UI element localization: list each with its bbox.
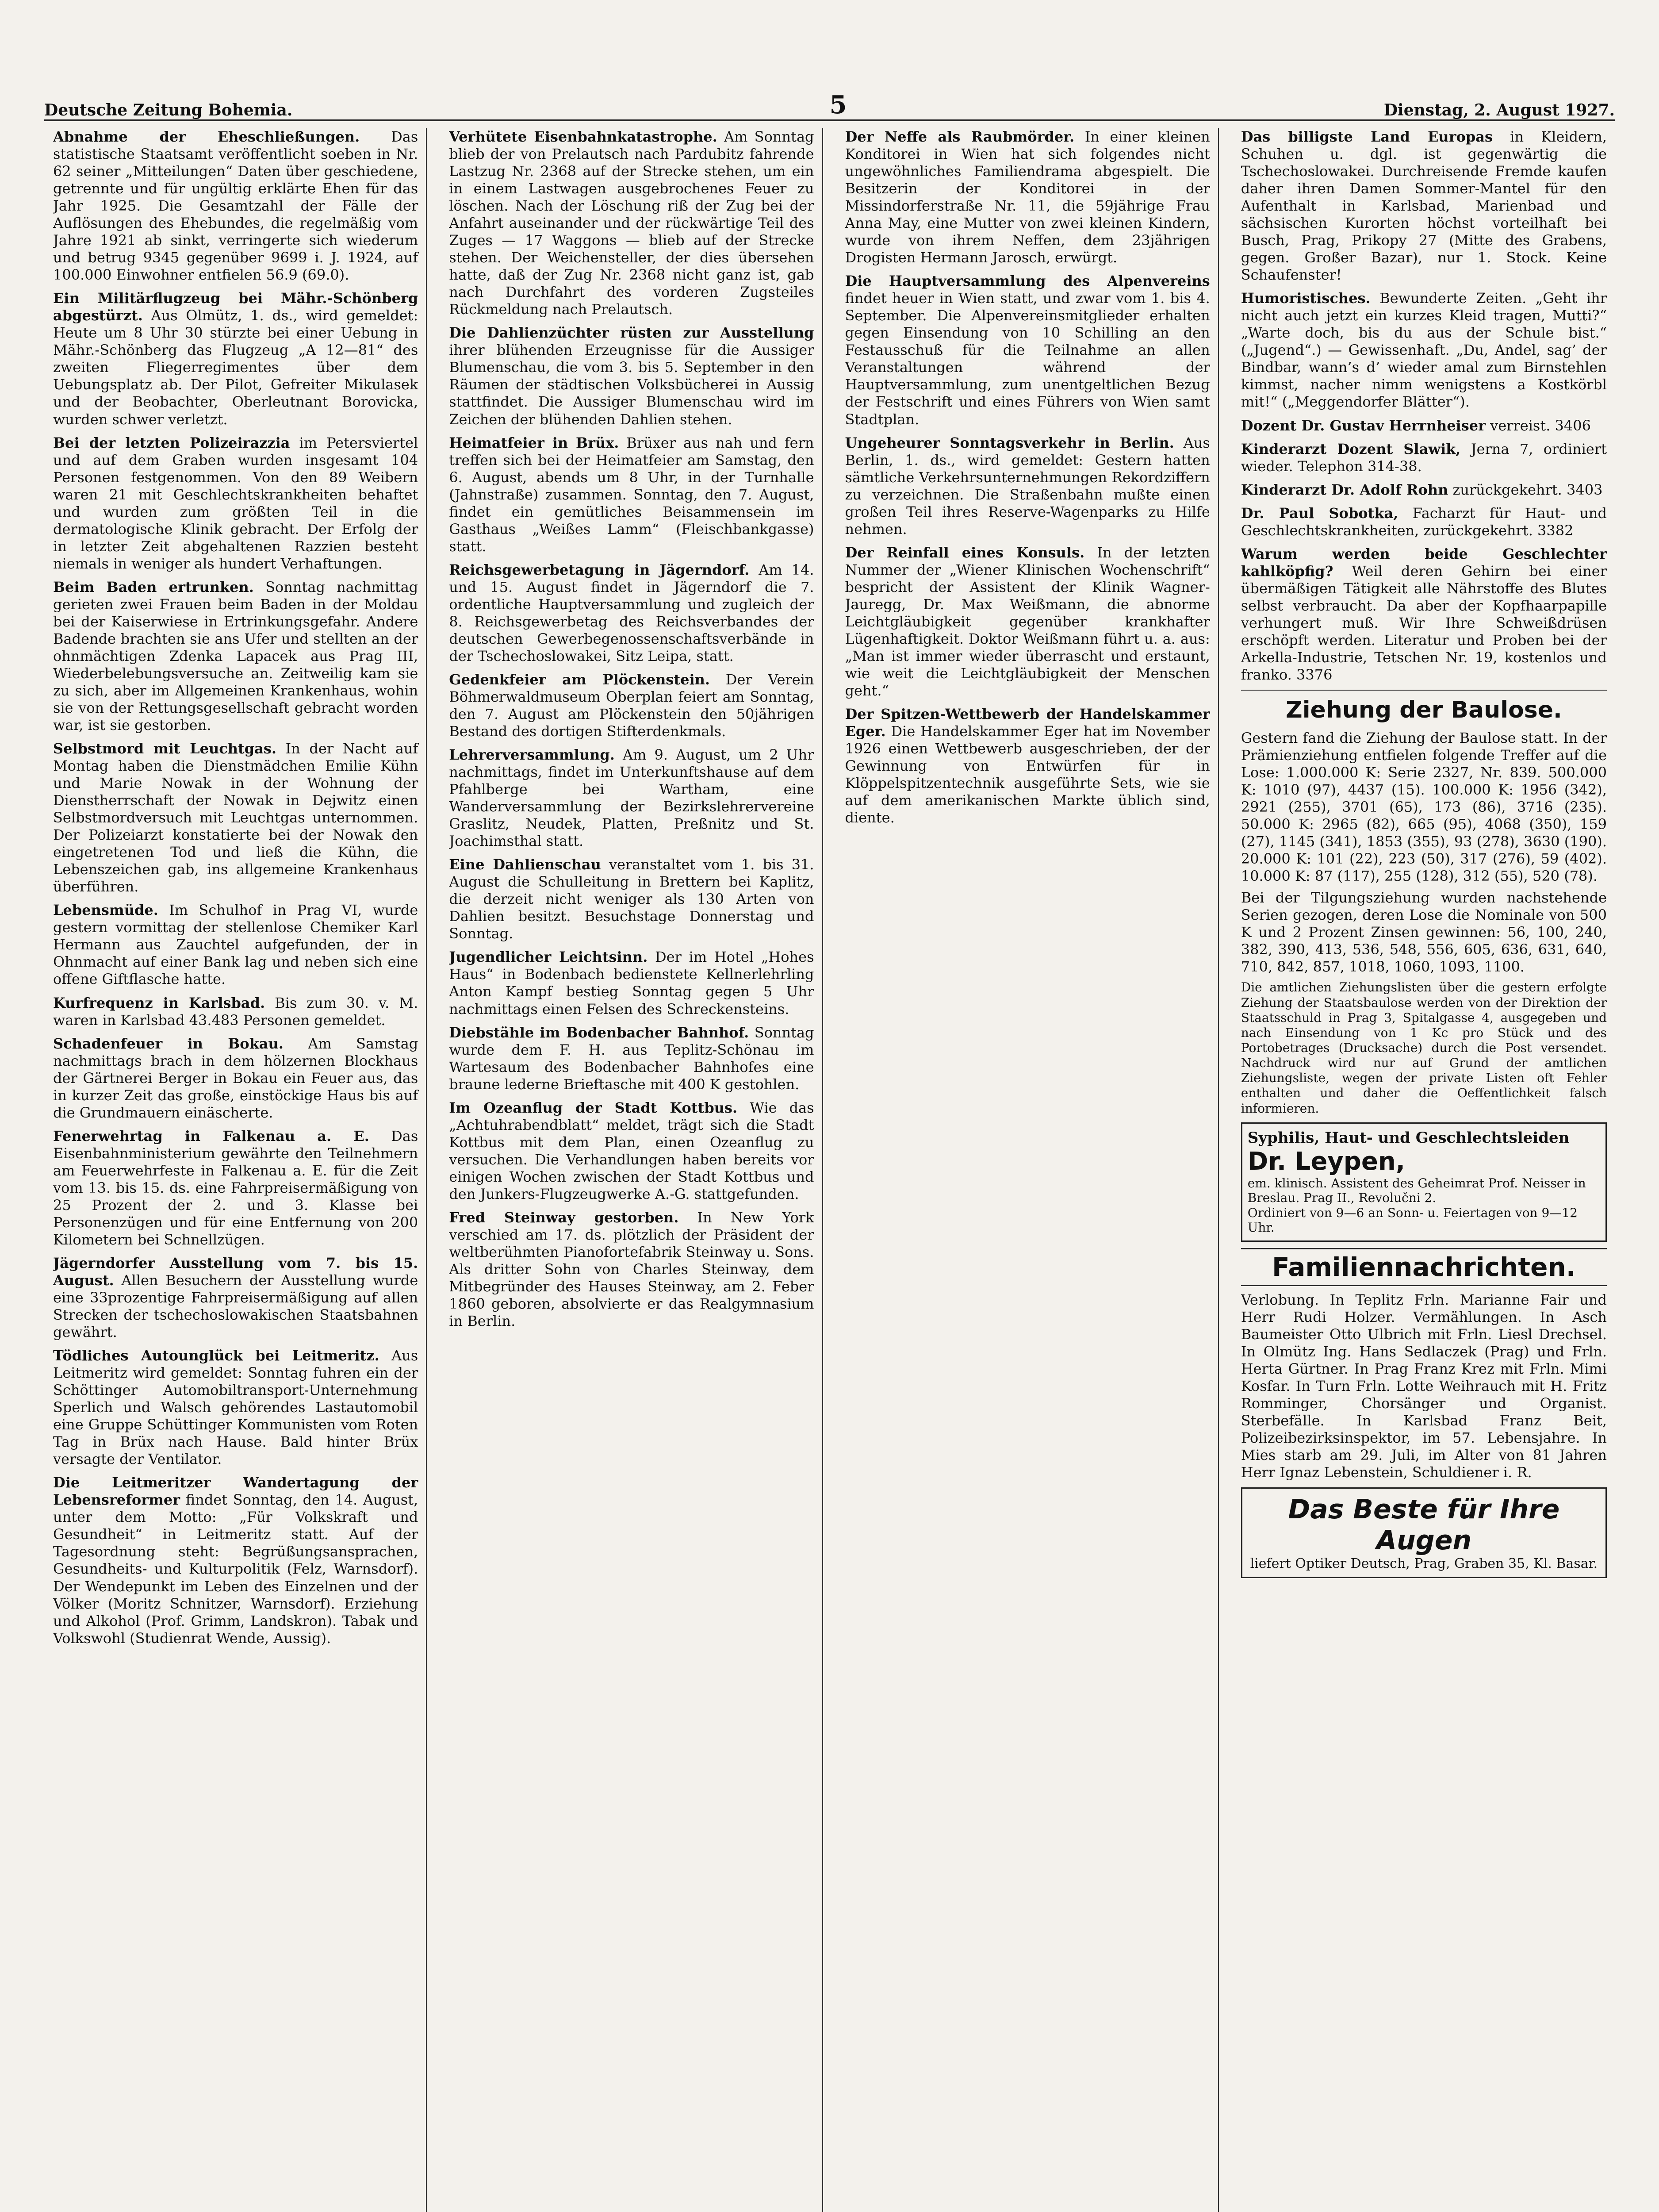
article-body: Aus Leitmeritz wird gemeldet: Sonntag fuhren ein der Schöttinger Automobiltransport-Unternehmung Sperlich und Walsch gehörendes Lastautomobil eine Gruppe Schüttinger Kommunisten vom Roten Tag in Brüx nach Hause. Bald hinter Brüx versagte der Ventilator.: [53, 1347, 418, 1468]
article: [449, 561, 814, 665]
article-body: In einer kleinen Konditorei in Wien hat sich folgendes nicht ungewöhnliches Familiendrama abgespielt. Die Besitzerin der Konditorei in der Missindorferstraße Nr. 11, die 59jährige Frau Anna May, eine Mutter von zwei kleinen Kindern, wurde von ihrem Neffen, dem 23jährigen Drogisten Hermann Jarosch, erwürgt.: [845, 128, 1210, 266]
article-body: Aus Olmütz, 1. ds., wird gemeldet: Heute um 8 Uhr 30 stürzte bei einer Uebung in Mähr.-Schönberg das Flugzeug „A 12—81“ des zweiten Fliegerregimentes über dem Uebungsplatz ab. Der Pilot, Gefreiter Mikulasek und der Beobachter, Oberleutnant Borovicka, wurden schwer verletzt.: [53, 307, 418, 428]
ad-hours: Ordiniert von 9—6 an Sonn- u. Feiertagen von 9—12 Uhr.: [1247, 1205, 1578, 1235]
article-headline: Diebstähle im Bodenbacher Bahnhof.: [449, 1024, 749, 1041]
article-headline: Heimatfeier in Brüx.: [449, 434, 619, 451]
ad-doctor-name: Dr. Leypen,: [1247, 1147, 1406, 1176]
article: [845, 128, 1210, 266]
article-headline: Das billigste Land Europas: [1241, 128, 1493, 145]
article: [449, 1024, 814, 1093]
article-headline: Dozent Dr. Gustav Herrnheiser: [1241, 417, 1486, 434]
article-headline: Kinderarzt Dr. Adolf Rohn: [1241, 481, 1448, 498]
article-headline: Selbstmord mit Leuchtgas.: [53, 740, 277, 757]
column-4-articles: [1241, 128, 1607, 684]
article-body: Facharzt für Haut- und Geschlechtskrankheiten, zurückgekehrt. 3382: [1241, 504, 1607, 539]
article-headline: Der Reinfall eines Konsuls.: [845, 544, 1085, 561]
optician-ad-headline: Das Beste für Ihre Augen: [1288, 1494, 1560, 1556]
article: [53, 1347, 418, 1468]
article-body: Der im Hotel „Hohes Haus“ in Bodenbach bedienstete Kellnerlehrling Anton Kampf bestieg Sonntag gegen 5 Uhr nachmittags einen Felsen des Schreckensteins.: [449, 949, 814, 1018]
lottery-body: Gestern fand die Ziehung der Baulose statt. In der Prämienziehung entfielen folgende Treffer auf die Lose: 1.000.000 K: Serie 2327, Nr. 839. 500.000 K: 1010 (97), 4437 (15). 100.000 K: 1956 (342), 2921 (255), 3701 (65), 173 (86), 3716 (235). 50.000 K: 2965 (82), 665 (95), 4068 (350), 159 (27), 1145 (341), 1853 (355), 93 (278), 3630 (190). 20.000 K: 101 (22), 223 (50), 317 (276), 59 (402). 10.000 K: 87 (117), 255 (128), 312 (55), 520 (78).: [1241, 729, 1607, 885]
optician-ad: [1241, 1487, 1607, 1578]
article-body: Am Sonntag blieb der von Prelautsch nach Pardubitz fahrende Lastzug Nr. 2368 auf der Strecke stehen, um ein in einem Lastwagen ausgebrochenes Feuer zu löschen. Nach der Löschung riß der Zug bei der Anfahrt auseinander und der rückwärtige Teil des Zuges — 17 Waggons — blieb auf der Strecke stehen. Der Weichensteller, der dies übersehen hatte, daß der Zug Nr. 2368 nicht ganz ist, gab nach Durchfahrt des vorderen Zugsteiles Rückmeldung nach Prelautsch.: [449, 128, 814, 318]
article-headline: Bei der letzten Polizeirazzia: [53, 434, 290, 451]
article: [53, 1474, 418, 1647]
article-headline: Verhütete Eisenbahnkatastrophe.: [449, 128, 717, 145]
paper-name: Deutsche Zeitung Bohemia.: [44, 101, 293, 119]
article-body: Weil deren Gehirn bei einer übermäßigen Tätigkeit alle Nährstoffe des Blutes selbst verbraucht. Da aber der Kopfhaarpapille verhungert muß. Wir Ihre Schweißdrüsen erschöpft werden. Literatur und Proben bei der Arkella-Industrie, Tetschen Nr. 19, kostenlos und franko. 3376: [1241, 562, 1607, 683]
official-list-note: Die amtlichen Ziehungslisten über die gestern erfolgte Ziehung der Staatsbaulose werden von der Direktion der Staatsschuld in Prag 3, Spitalgasse 4, ausgegeben und nach Einsendung von 1 Kc pro Stück und des Portobetrages (Drucksache) durch die Post versendet. Nachdruck wird nur auf Grund der amtlichen Ziehungsliste, wegen der private Listen oft Fehler enthalten und daher die Oeffentlichkeit falsch informieren.: [1241, 980, 1607, 1116]
article: [53, 290, 418, 428]
article: [53, 995, 418, 1029]
article-body: Allen Besuchern der Ausstellung wurde eine 33prozentige Fahrpreisermäßigung auf allen Strecken der tschechoslowakischen Staatsbahnen gewährt.: [53, 1271, 418, 1341]
family-news-title: Familiennachrichten.: [1241, 1248, 1607, 1286]
article-headline: Dr. Paul Sobotka,: [1241, 504, 1398, 522]
article-body: findet Sonntag, den 14. August, unter dem Motto: „Für Volkskraft und Gesundheit“ in Leitmeritz statt. Auf der Tagesordnung steht: Begrüßungsansprachen, Gesundheits- und Kulturpolitik (Felz, Warnsdorf). Der Wendepunkt im Leben des Einzelnen und der Völker (Moritz Schnitzer, Warnsdorf). Erziehung und Alkohol (Prof. Grimm, Landskron). Tabak und Volkswohl (Studienrat Wende, Aussig).: [53, 1491, 418, 1647]
article-body: In der Nacht auf Montag haben die Dienstmädchen Emilie Kühn und Marie Nowak in der Wohnung der Dienstherrschaft der Nowak in Dejwitz einen Selbstmordversuch mit Leuchtgas unternommen. Der Polizeiarzt konstatierte bei der Nowak den eingetretenen Tod und ließ die Kühn, die Lebenszeichen gab, ins allgemeine Krankenhaus überführen.: [53, 740, 418, 895]
article-headline: Abnahme der Eheschließungen.: [53, 128, 360, 145]
article-body: Sonntag nachmittag gerieten zwei Frauen beim Baden in der Moldau bei der Kaiserwiese in Ertrinkungsgefahr. Andere Badende brachten sie ans Ufer und stellten an der ohnmächtigen Zdenka Lapacek aus Prag III, Wiederbelebungsversuche an. Zeitweilig kam sie zu sich, aber im Allgemeinen Krankenhaus, wohin sie von der Rettungsgesellschaft gebracht worden war, ist sie gestorben.: [53, 578, 418, 734]
article-headline: Reichsgewerbetagung in Jägerndorf.: [449, 561, 750, 578]
article-body: zurückgekehrt. 3403: [1452, 481, 1603, 498]
article-body: Bis zum 30. v. M. waren in Karlsbad 43.483 Personen gemeldet.: [53, 994, 418, 1029]
article-headline: Lehrerversammlung.: [449, 746, 615, 764]
article-body: im Petersviertel und auf dem Graben wurden insgesamt 104 Personen festgenommen. Von den 89 Weibern waren 21 mit Geschlechtskrankheiten behaftet und wurden zum größten Teil in die dermatologische Klinik gebracht. Der Erfolg der in letzter Zeit abgehaltenen Razzien besteht niemals in weniger als hundert Verhaftungen.: [53, 434, 418, 572]
masthead: [44, 88, 1615, 121]
article: [53, 128, 418, 284]
article: [1241, 128, 1607, 284]
article-headline: Eine Dahlienschau: [449, 856, 601, 873]
article-body: veranstaltet vom 1. bis 31. August die Schulleitung in Brettern bei Kaplitz, die derzeit nicht weniger als 130 Arten von Dahlien besitzt. Besuchstage Donnerstag und Sonntag.: [449, 856, 814, 942]
article-headline: Die Hauptversammlung des Alpenvereins: [845, 273, 1210, 290]
issue-date: Dienstag, 2. August 1927.: [1383, 101, 1615, 119]
article-body: Brüxer aus nah und fern treffen sich bei der Heimatfeier am Samstag, den 6. August, abends um 8 Uhr, in der Turnhalle (Jahnstraße) zusammen. Sonntag, den 7. August, findet ein gemütliches Beisammensein im Gasthaus „Weißes Lamm“ (Fleischbankgasse) statt.: [449, 434, 814, 555]
article: [845, 273, 1210, 428]
article-headline: Jägerndorfer Ausstellung vom 7. bis 15. August.: [53, 1254, 418, 1289]
article-body: In New York verschied am 17. ds. plötzlich der Präsident der weltberühmten Pianofortefabrik Steinway u. Sons. Als dritter Sohn von Charles Steinway, dem Mitbegründer des Hauses Steinway, am 2. Feber 1860 geboren, absolvierte er das Realgymnasium in Berlin.: [449, 1209, 814, 1330]
page-number: 5: [829, 90, 847, 119]
article-headline: Schadenfeuer in Bokau.: [53, 1035, 284, 1052]
article-body: Wie das „Achtuhrabendblatt“ meldet, trägt sich die Stadt Kottbus mit dem Plan, einen Ozeanflug zu versuchen. Die Verhandlungen haben bereits vor einigen Wochen zwischen der Stadt Kottbus und den Junkers-Flugzeugwerke A.-G. stattgefunden.: [449, 1099, 814, 1202]
article: [1241, 417, 1607, 434]
article: [449, 1099, 814, 1203]
article: [53, 434, 418, 572]
article: [1241, 505, 1607, 539]
article-body: Sonntag wurde dem F. H. aus Teplitz-Schönau im Wartesaum des Bodenbacher Bahnhofes eine braune lederne Brieftasche mit 400 K gestohlen.: [449, 1024, 814, 1093]
article: [449, 434, 814, 555]
article-headline: Die Dahlienzüchter rüsten zur Ausstellung: [449, 324, 814, 342]
article: [53, 579, 418, 734]
optician-ad-line: liefert Optiker Deutsch, Prag, Graben 35, Kl. Basar.: [1250, 1556, 1598, 1572]
article: [1241, 481, 1607, 499]
article-headline: Im Ozeanflug der Stadt Kottbus.: [449, 1099, 738, 1116]
article-body: ihrer blühenden Erzeugnisse für die Aussiger Blumenschau, die vom 3. bis 5. September in den Räumen der städtischen Volksbücherei in Aussig stattfindet. Die Aussiger Blumenschau wird im Zeichen der blühenden Dahlien stehen.: [449, 342, 814, 428]
article-headline: Jugendlicher Leichtsinn.: [449, 949, 648, 966]
ad-specialty: Syphilis, Haut- und Geschlechtsleiden: [1247, 1129, 1570, 1147]
article-body: in Kleidern, Schuhen u. dgl. ist gegenwärtig die Tschechoslowakei. Durchreisende Fremde kaufen daher ihren Damen Sommer-Mantel für den Aufenthalt in Karlsbad, Marienbad und sächsischen Kurorten höchst vorteilhaft bei Busch, Prag, Prikopy 27 (Mitte des Grabens, gegen. Großer Bazar), nur 1. Stock. Keine Schaufenster!: [1241, 128, 1607, 284]
article: [1241, 545, 1607, 684]
article-headline: Der Spitzen-Wettbewerb der Handelskammer Eger.: [845, 706, 1210, 740]
article: [449, 746, 814, 850]
article-body: In der letzten Nummer der „Wiener Klinischen Wochenschrift“ bespricht der Assistent der Klinik Wagner-Jauregg, Dr. Max Weißmann, die abnorme Leichtgläubigkeit gegenüber krankhafter Lügenhaftigkeit. Doktor Weißmann führt u. a. aus: „Man ist immer wieder überrascht und erstaunt, wie weit die Leichtgläubigkeit der Menschen geht.“: [845, 544, 1210, 699]
column-2: [449, 128, 823, 2212]
article: [449, 949, 814, 1018]
article-body: Das statistische Staatsamt veröffentlicht soeben in Nr. 62 seiner „Mitteilungen“ Daten über geschiedene, getrennte und für ungültig erklärte Ehen für das Jahr 1925. Die Gesamtzahl der Fälle der Auflösungen des Ehebundes, die regelmäßig vom Jahre 1921 ab sinkt, verringerte sich wiederum und betrug 9345 gegenüber 9699 i. J. 1924, auf 100.000 Einwohner entfielen 56.9 (69.0).: [53, 128, 418, 284]
doctor-ad: [1241, 1122, 1607, 1242]
article-body: Am Samstag nachmittags brach in dem hölzernen Blockhaus der Gärtnerei Berger in Bokau ein Feuer aus, das in kurzer Zeit das große, einstöckige Haus bis auf die Grundmauern einäscherte.: [53, 1035, 418, 1121]
article-headline: Gedenkfeier am Plöckenstein.: [449, 671, 710, 688]
lottery-note: Bei der Tilgungsziehung wurden nachstehende Serien gezogen, deren Lose die Nominale von 500 K und 2 Prozent Zinsen gewinnen: 56, 100, 240, 382, 390, 413, 536, 548, 556, 605, 636, 631, 640, 710, 842, 857, 1018, 1060, 1093, 1100.: [1241, 889, 1607, 975]
article: [1241, 441, 1607, 475]
article: [1241, 290, 1607, 411]
article: [449, 1209, 814, 1330]
article-headline: Kurfrequenz in Karlsbad.: [53, 994, 265, 1011]
article-headline: Ein Militärflugzeug bei Mähr.-Schönberg abgestürzt.: [53, 290, 418, 324]
article: [53, 1035, 418, 1121]
article-body: Die Handelskammer Eger hat im November 1926 einen Wettbewerb ausgeschrieben, der der Gewinnung von Entwürfen für in Klöppelspitzentechnik ausgeführte Sets, wie sie auf dem amerikanischen Markte üblich sind, diente.: [845, 723, 1210, 826]
article: [845, 434, 1210, 538]
article-body: Am 9. August, um 2 Uhr nachmittags, findet im Unterkunftshause auf dem Pfahlberge bei Wartham, eine Wanderversammlung der Bezirkslehrervereine Graslitz, Neudek, Platten, Preßnitz und St. Joachimsthal statt.: [449, 746, 814, 850]
family-news-body: Verlobung. In Teplitz Frln. Marianne Fair und Herr Rudi Holzer. Vermählungen. In Asch Baumeister Otto Ulbrich mit Frln. Liesl Drechsel. In Olmütz Ing. Hans Sedlaczek (Prag) und Frln. Herta Gürtner. In Prag Franz Krez mit Frln. Mimi Kosfar. In Turn Frln. Lotte Weihrauch mit H. Fritz Romminger, Chorsänger und Organist. Sterbefälle. In Karlsbad Franz Beit, Polizeibezirksinspektor, im 57. Lebensjahre. In Mies starb am 29. Juli, im Alter von 81 Jahren Herr Ignaz Lebenstein, Schuldiener i. R.: [1241, 1291, 1607, 1481]
column-1: [53, 128, 427, 2212]
column-3: [845, 128, 1219, 2212]
article-body: verreist. 3406: [1490, 417, 1591, 434]
article-headline: Fred Steinway gestorben.: [449, 1209, 679, 1226]
article: [449, 324, 814, 428]
article: [53, 740, 418, 895]
article-headline: Warum werden beide Geschlechter kahlköpfig?: [1241, 545, 1607, 580]
article: [53, 1255, 418, 1341]
article-body: Das Eisenbahnministerium gewährte den Teilnehmern am Feuerwehrfeste in Falkenau a. E. für die Zeit vom 13. bis 15. ds. eine Fahrpreisermäßigung von 25 Prozent der 2. und 3. Klasse bei Personenzügen und für eine Entfernung von 200 Kilometern bei Schnellzügen.: [53, 1127, 418, 1248]
article-body: findet heuer in Wien statt, und zwar vom 1. bis 4. September. Die Alpenvereinsmitglieder erhalten gegen Einsendung von 10 Schilling an den Festausschuß für die Teilnahme an allen Veranstaltungen während der Hauptversammlung, zum unentgeltlichen Bezug der Festschrift und eines Führers von Wien samt Stadtplan.: [845, 290, 1210, 428]
article: [53, 902, 418, 988]
article: [449, 856, 814, 942]
article: [845, 706, 1210, 826]
article: [845, 544, 1210, 699]
article-body: Jerna 7, ordiniert wieder. Telephon 314-38.: [1241, 440, 1607, 475]
column-4: [1241, 128, 1615, 2212]
article-headline: Ungeheurer Sonntagsverkehr in Berlin.: [845, 434, 1174, 451]
article-body: Der Verein Böhmerwaldmuseum Oberplan feiert am Sonntag, den 7. August am Plöckenstein den 50jährigen Bestand des dortigen Stifterdenkmals.: [449, 671, 814, 740]
article-body: Aus Berlin, 1. ds., wird gemeldet: Gestern hatten sämtliche Verkehrsunternehmungen Rekordziffern zu verzeichnen. Die Straßenbahn mußte einen großen Teil ihres Reserve-Wagenparks zu Hilfe nehmen.: [845, 434, 1210, 538]
article-headline: Tödliches Autounglück bei Leitmeritz.: [53, 1347, 379, 1364]
columns: [53, 128, 1615, 2212]
article: [53, 1128, 418, 1248]
article-headline: Beim Baden ertrunken.: [53, 578, 254, 595]
article: [449, 128, 814, 318]
article-body: Am 14. und 15. August findet in Jägerndorf die 7. ordentliche Hauptversammlung und zugleich der 8. Reichsgewerbetag des Reichsverbandes der deutschen Gewerbegenossenschaftsverbände in der Tschechoslowakei, Sitz Leipa, statt.: [449, 561, 814, 664]
article-headline: Humoristisches.: [1241, 290, 1371, 307]
article-headline: Fenerwehrtag in Falkenau a. E.: [53, 1127, 369, 1144]
ad-detail: em. klinisch. Assistent des Geheimrat Prof. Neisser in Breslau. Prag II., Revolučni 2.: [1247, 1175, 1586, 1206]
article: [449, 671, 814, 740]
article-headline: Lebensmüde.: [53, 902, 158, 919]
article-body: Im Schulhof in Prag VI, wurde gestern vormittag der stellenlose Chemiker Karl Hermann aus Zauchtel aufgefunden, der in Ohnmacht auf einer Bank lag und neben sich eine offene Giftflasche hatte.: [53, 902, 418, 988]
article-headline: Die Leitmeritzer Wandertagung der Lebensreformer: [53, 1474, 418, 1509]
article-body: Bewunderte Zeiten. „Geht ihr nicht auch jetzt ein kurzes Kleid tragen, Mutti?“ „Warte doch, bis du aus der Schule bist.“ („Jugend“.) — Gewissenhaft. „Du, Andel, sag’ der Bindbar, wann’s d’ wieder amal zum Birnstehlen kimmst, nacher nimm wenigstens a Kostkörbl mit!“ („Meggendorfer Blätter“).: [1241, 290, 1607, 411]
lottery-title: Ziehung der Baulose.: [1286, 696, 1562, 723]
article-headline: Kinderarzt Dozent Slawik,: [1241, 440, 1461, 457]
article-headline: Der Neffe als Raubmörder.: [845, 128, 1075, 145]
